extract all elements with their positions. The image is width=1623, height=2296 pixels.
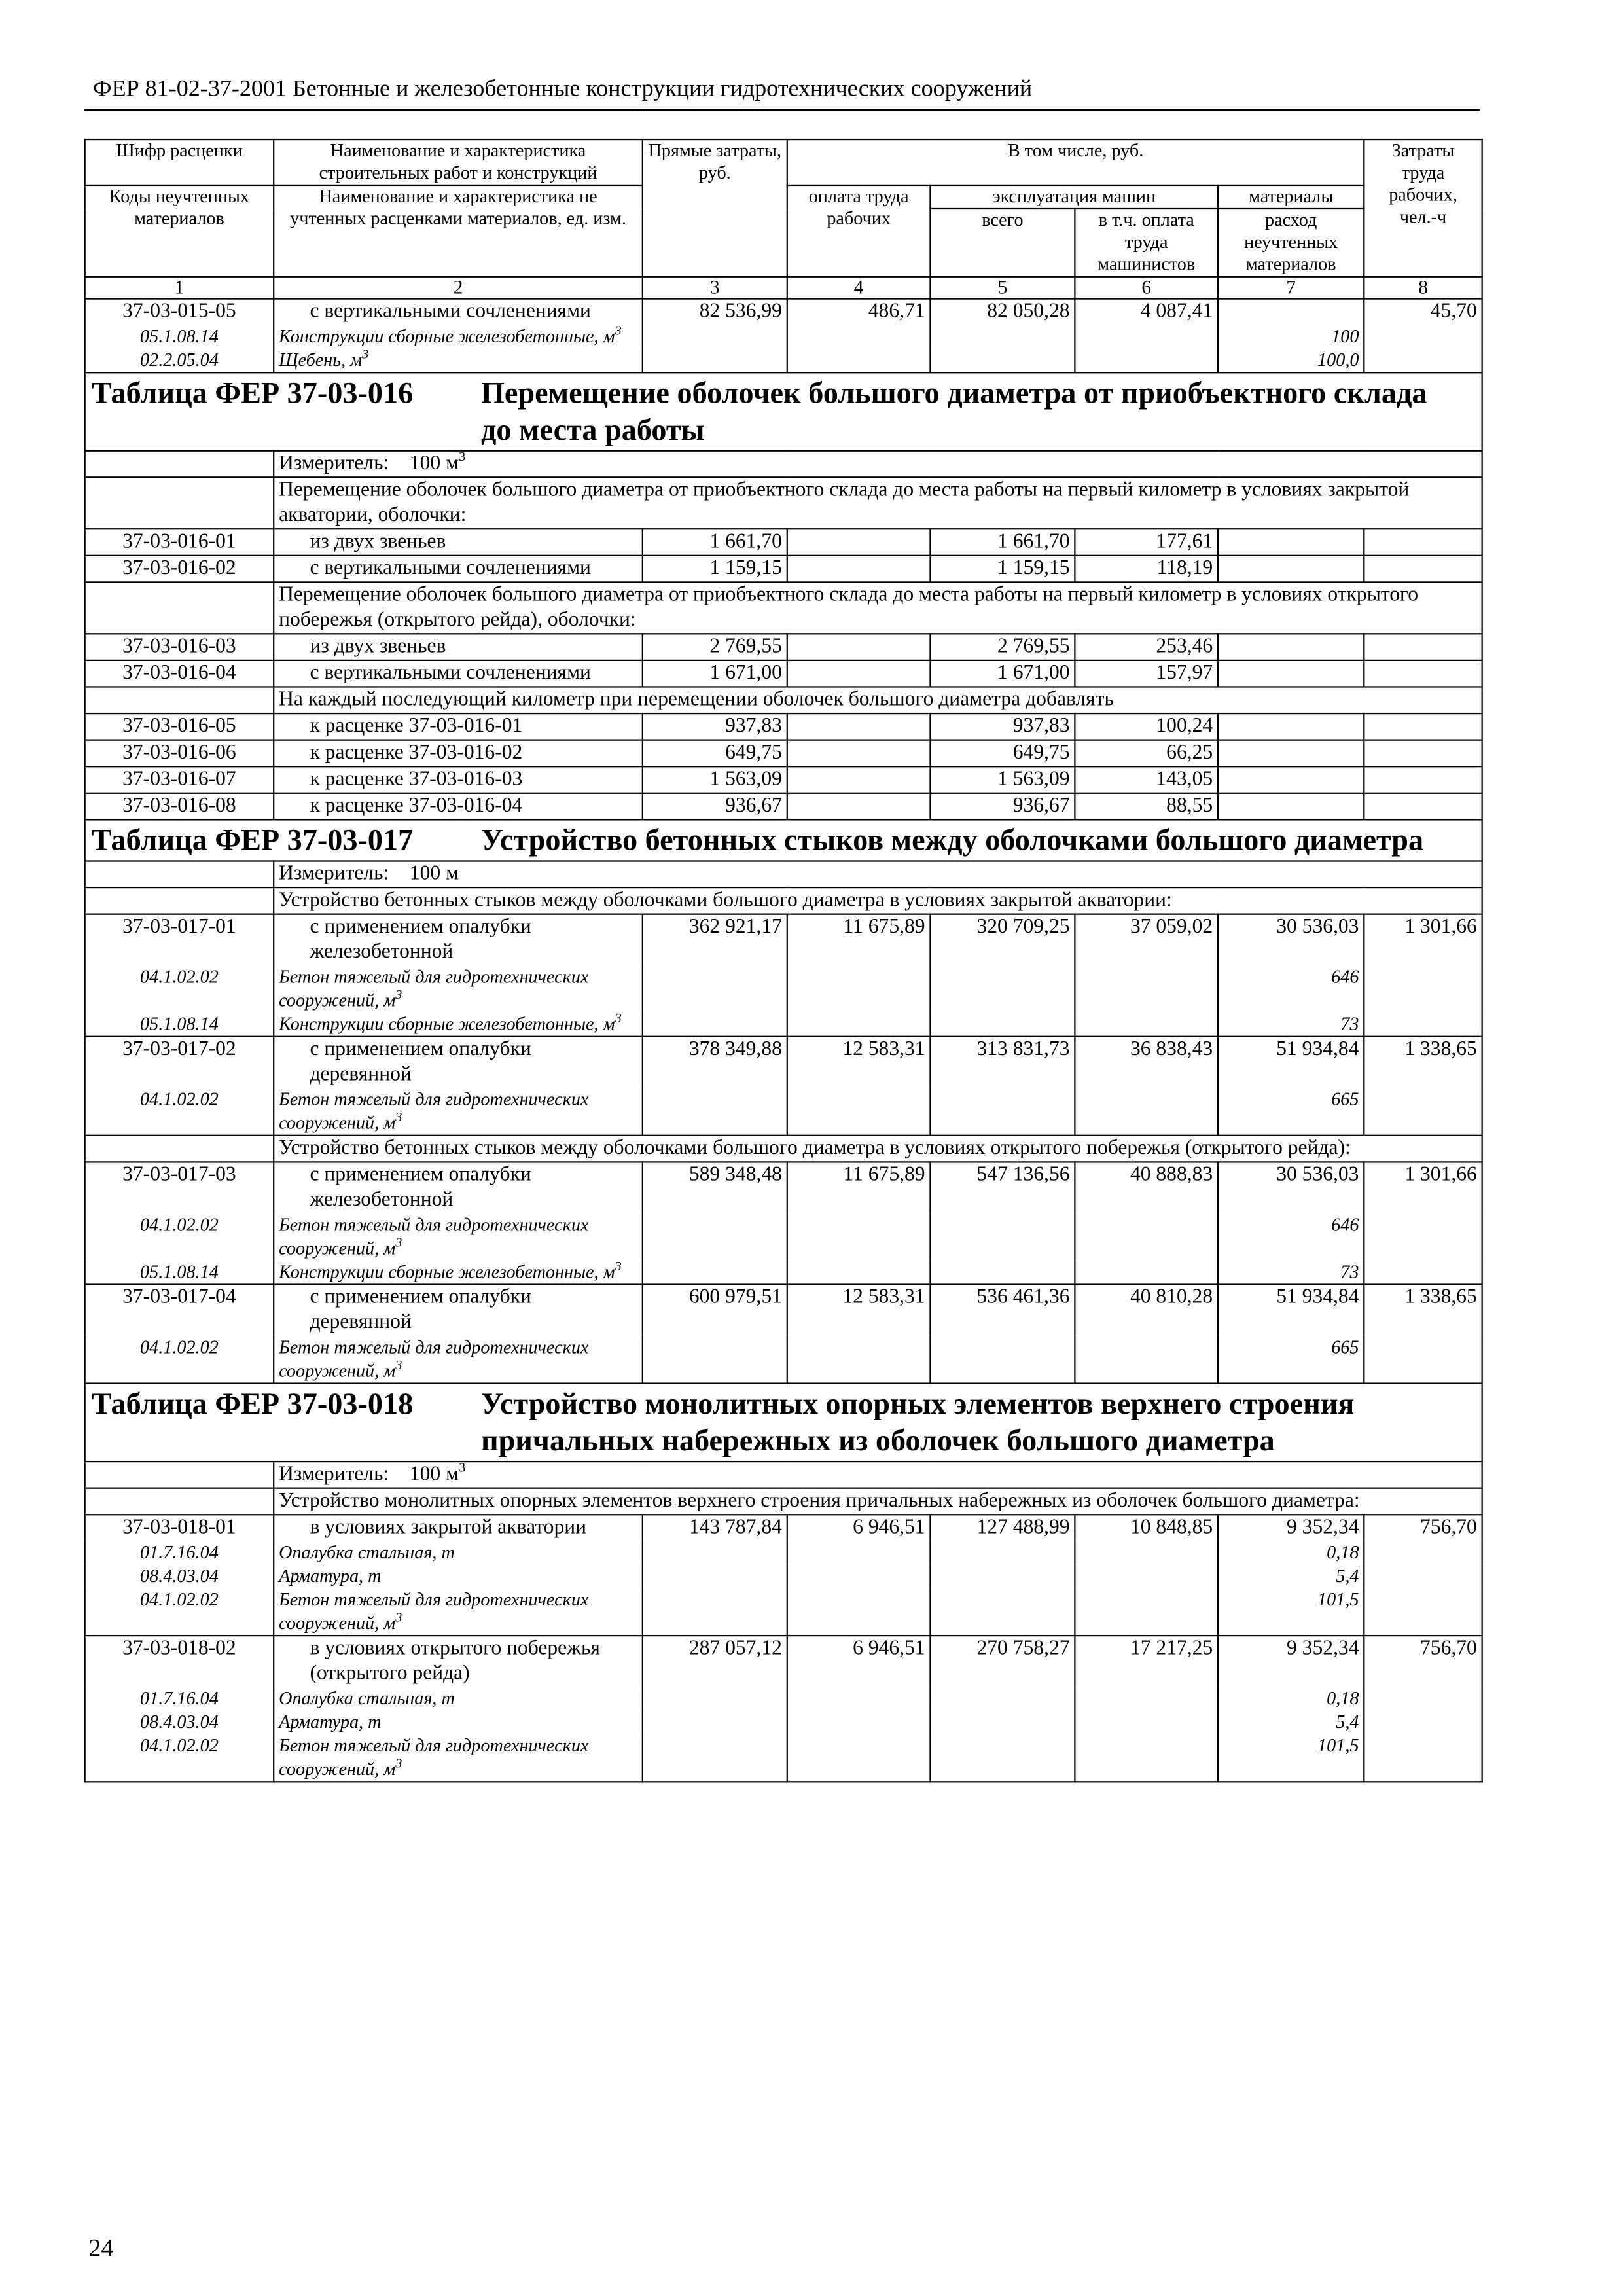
material-amount: 100,0 [1218, 348, 1364, 372]
section-row [85, 687, 1482, 713]
direct-cost: 82 536,99 [643, 299, 787, 325]
material-amount: 73 [1218, 1260, 1364, 1284]
material-code: 05.1.08.14 [85, 325, 274, 348]
section-text: На каждый последующий километр при перемещении оболочек большого диаметра добавлять [274, 687, 1482, 713]
machines-total: 1 661,70 [930, 529, 1075, 556]
table-number: Таблица ФЕР 37-03-017 [91, 825, 414, 857]
direct-cost: 1 159,15 [643, 556, 787, 583]
material-code: 04.1.02.02 [85, 1088, 274, 1136]
materials: 51 934,84 [1218, 1037, 1364, 1088]
rate-code: 37-03-016-02 [85, 556, 274, 583]
labor-pay: 12 583,31 [787, 1037, 931, 1088]
material-row [85, 1588, 1482, 1636]
table-title [85, 1384, 1482, 1462]
section-row [85, 1488, 1482, 1515]
material-row [85, 1734, 1482, 1782]
material-code: 01.7.16.04 [85, 1687, 274, 1710]
section-row [85, 1136, 1482, 1162]
rate-code: 37-03-017-01 [85, 914, 274, 965]
rate-name: к расценке 37-03-016-03 [274, 766, 643, 793]
material-row [85, 348, 1482, 372]
col-materials: материалы [1218, 185, 1364, 209]
machines-total: 313 831,73 [930, 1037, 1075, 1088]
col-num: 8 [1364, 277, 1482, 299]
rate-code: 37-03-016-04 [85, 660, 274, 687]
machines-pay: 88,55 [1075, 793, 1218, 820]
material-name: Бетон тяжелый для гидротехнических сооружений, $м^3$ [274, 1588, 643, 1636]
table-row [85, 1162, 1482, 1213]
machines-pay: 66,25 [1075, 740, 1218, 767]
materials [1218, 299, 1364, 325]
machines-total: 2 769,55 [930, 634, 1075, 660]
direct-cost: 600 979,51 [643, 1285, 787, 1336]
machines-total: 937,83 [930, 713, 1075, 740]
labor-pay: 6 946,51 [787, 1636, 931, 1687]
machines-pay: 4 087,41 [1075, 299, 1218, 325]
material-row [85, 1564, 1482, 1588]
table-number: Таблица ФЕР 37-03-016 [91, 378, 414, 410]
rate-code: 37-03-018-02 [85, 1636, 274, 1687]
direct-cost: 1 661,70 [643, 529, 787, 556]
machines-pay: 36 838,43 [1075, 1037, 1218, 1088]
material-name: Щебень, $м^3$ [274, 348, 643, 372]
direct-cost: 589 348,48 [643, 1162, 787, 1213]
table-row [85, 766, 1482, 793]
material-name: Конструкции сборные железобетонные, $м^3$ [274, 1013, 643, 1037]
material-name: Бетон тяжелый для гидротехнических сооружений, $м^3$ [274, 1335, 643, 1383]
material-name: Арматура, т [274, 1710, 643, 1734]
col-labor: Затраты труда рабочих, чел.-ч [1364, 139, 1482, 277]
col-incl: В том числе, руб. [787, 139, 1364, 185]
col-num: 1 [85, 277, 274, 299]
material-row [85, 1088, 1482, 1136]
table-row [85, 914, 1482, 965]
machines-pay: 100,24 [1075, 713, 1218, 740]
rate-code: 37-03-016-07 [85, 766, 274, 793]
table-caption: Перемещение оболочек большого диаметра от приобъектного склада до места работы [480, 378, 1427, 448]
rate-code: 37-03-017-02 [85, 1037, 274, 1088]
machines-total: 1 159,15 [930, 556, 1075, 583]
material-name: Опалубка стальная, т [274, 1687, 643, 1710]
measure-row [85, 861, 1482, 888]
material-code: 08.4.03.04 [85, 1564, 274, 1588]
table-row [85, 1636, 1482, 1687]
col-labor-pay: оплата труда рабочих [787, 185, 931, 277]
table-row [85, 740, 1482, 767]
rate-code: 37-03-016-01 [85, 529, 274, 556]
material-amount: 101,5 [1218, 1734, 1364, 1782]
machines-total: 270 758,27 [930, 1636, 1075, 1687]
col-num: 6 [1075, 277, 1218, 299]
table-title [85, 819, 1482, 861]
col-num: 4 [787, 277, 931, 299]
table-title [85, 372, 1482, 450]
rate-name: из двух звеньев [274, 634, 643, 660]
table-row [85, 556, 1482, 583]
machines-total: 82 050,28 [930, 299, 1075, 325]
rate-name: с вертикальными сочленениями [274, 299, 643, 325]
material-row [85, 1335, 1482, 1383]
rates-table [84, 139, 1483, 1783]
table-number: Таблица ФЕР 37-03-018 [91, 1388, 414, 1422]
material-name: Бетон тяжелый для гидротехнических сооружений, $м^3$ [274, 965, 643, 1012]
machines-pay: 17 217,25 [1075, 1636, 1218, 1687]
rate-name: с вертикальными сочленениями [274, 556, 643, 583]
material-code: 08.4.03.04 [85, 1710, 274, 1734]
direct-cost: 937,83 [643, 713, 787, 740]
section-text: Перемещение оболочек большого диаметра от приобъектного склада до места работы на первый километр в условиях открытого побережья (открытого рейда), оболочки: [274, 582, 1482, 634]
labor-pay: 12 583,31 [787, 1285, 931, 1336]
machines-pay: 40 810,28 [1075, 1285, 1218, 1336]
table-row [85, 1037, 1482, 1088]
measure-unit: Измеритель: 100 м [274, 861, 1482, 888]
col-name-top: Наименование и характеристика строительных работ и конструкций [274, 139, 643, 185]
direct-cost: 649,75 [643, 740, 787, 767]
table-row [85, 713, 1482, 740]
rate-code: 37-03-017-03 [85, 1162, 274, 1213]
material-code: 01.7.16.04 [85, 1541, 274, 1564]
machines-total: 649,75 [930, 740, 1075, 767]
material-code: 05.1.08.14 [85, 1013, 274, 1037]
table-caption: Устройство бетонных стыков между оболочками большого диаметра [480, 825, 1424, 857]
measure-unit: Измеритель: 100 $м^3$ [274, 451, 1482, 478]
labor-hours: 756,70 [1364, 1515, 1482, 1540]
col-machines-pay: в т.ч. оплата труда машинистов [1075, 209, 1218, 277]
machines-total: 127 488,99 [930, 1515, 1075, 1540]
section-row [85, 888, 1482, 914]
material-code: 04.1.02.02 [85, 1213, 274, 1260]
rate-name: в условиях закрытой акватории [274, 1515, 643, 1540]
material-amount: 100 [1218, 325, 1364, 348]
page-number: 24 [88, 2234, 114, 2263]
measure-row [85, 1462, 1482, 1488]
table-title-row [85, 1384, 1482, 1462]
machines-pay: 143,05 [1075, 766, 1218, 793]
materials: 9 352,34 [1218, 1515, 1364, 1540]
rate-code: 37-03-017-04 [85, 1285, 274, 1336]
rate-name: с вертикальными сочленениями [274, 660, 643, 687]
table-caption: Устройство монолитных опорных элементов верхнего строения причальных набережных из оболочек большого диаметра [480, 1388, 1355, 1458]
col-code-bottom: Коды неучтенных материалов [85, 185, 274, 277]
material-row [85, 1541, 1482, 1564]
table-row [85, 299, 1482, 325]
material-amount: 101,5 [1218, 1588, 1364, 1636]
material-name: Опалубка стальная, т [274, 1541, 643, 1564]
materials: 30 536,03 [1218, 1162, 1364, 1213]
direct-cost: 2 769,55 [643, 634, 787, 660]
col-machines: эксплуатация машин [930, 185, 1218, 209]
material-name: Бетон тяжелый для гидротехнических сооружений, $м^3$ [274, 1734, 643, 1782]
material-name: Конструкции сборные железобетонные, $м^3$ [274, 1260, 643, 1284]
col-name-bottom: Наименование и характеристика не учтенных расценками материалов, ед. изм. [274, 185, 643, 277]
machines-pay: 157,97 [1075, 660, 1218, 687]
rate-code: 37-03-016-03 [85, 634, 274, 660]
material-code: 05.1.08.14 [85, 1260, 274, 1284]
machines-total: 1 563,09 [930, 766, 1075, 793]
direct-cost: 1 563,09 [643, 766, 787, 793]
col-num: 2 [274, 277, 643, 299]
col-materials-sub: расход неучтенных материалов [1218, 209, 1364, 277]
measure-unit: Измеритель: 100 $м^3$ [274, 1462, 1482, 1488]
material-name: Арматура, т [274, 1564, 643, 1588]
header-rule [84, 109, 1480, 111]
machines-pay: 10 848,85 [1075, 1515, 1218, 1540]
header-row-1 [85, 139, 1482, 185]
rate-code: 37-03-018-01 [85, 1515, 274, 1540]
rate-name: к расценке 37-03-016-04 [274, 793, 643, 820]
labor-pay: 11 675,89 [787, 914, 931, 965]
material-amount: 646 [1218, 1213, 1364, 1260]
table-row [85, 660, 1482, 687]
table-row [85, 634, 1482, 660]
machines-pay: 40 888,83 [1075, 1162, 1218, 1213]
section-text: Устройство бетонных стыков между оболочками большого диаметра в условиях открытого побережья (открытого рейда): [274, 1136, 1482, 1162]
rate-name: с применением опалубки деревянной [274, 1285, 643, 1336]
rate-name: с применением опалубки деревянной [274, 1037, 643, 1088]
materials: 51 934,84 [1218, 1285, 1364, 1336]
direct-cost: 287 057,12 [643, 1636, 787, 1687]
material-name: Бетон тяжелый для гидротехнических сооружений, $м^3$ [274, 1088, 643, 1136]
col-code-top: Шифр расценки [85, 139, 274, 185]
rate-code: 37-03-016-05 [85, 713, 274, 740]
machines-pay: 253,46 [1075, 634, 1218, 660]
material-row [85, 1213, 1482, 1260]
direct-cost: 936,67 [643, 793, 787, 820]
col-num: 7 [1218, 277, 1364, 299]
labor-hours: 45,70 [1364, 299, 1482, 325]
rate-name: с применением опалубки железобетонной [274, 1162, 643, 1213]
material-name: Конструкции сборные железобетонные, $м^3$ [274, 325, 643, 348]
table-title-row [85, 819, 1482, 861]
machines-total: 536 461,36 [930, 1285, 1075, 1336]
direct-cost: 1 671,00 [643, 660, 787, 687]
table-row [85, 793, 1482, 820]
machines-total: 547 136,56 [930, 1162, 1075, 1213]
machines-pay: 37 059,02 [1075, 914, 1218, 965]
labor-hours: 1 301,66 [1364, 1162, 1482, 1213]
running-header: ФЕР 81-02-37-2001 Бетонные и железобетонные конструкции гидротехнических сооружений [93, 77, 1033, 102]
col-num: 5 [930, 277, 1075, 299]
machines-pay: 177,61 [1075, 529, 1218, 556]
material-amount: 665 [1218, 1335, 1364, 1383]
labor-pay: 6 946,51 [787, 1515, 931, 1540]
section-text: Перемещение оболочек большого диаметра от приобъектного склада до места работы на первый километр в условиях закрытой акватории, оболочки: [274, 477, 1482, 529]
labor-pay: 11 675,89 [787, 1162, 931, 1213]
material-amount: 5,4 [1218, 1710, 1364, 1734]
rate-name: в условиях открытого побережья (открытого рейда) [274, 1636, 643, 1687]
material-row [85, 1013, 1482, 1037]
labor-hours: 756,70 [1364, 1636, 1482, 1687]
material-code: 04.1.02.02 [85, 1588, 274, 1636]
machines-total: 320 709,25 [930, 914, 1075, 965]
labor-hours: 1 338,65 [1364, 1285, 1482, 1336]
rate-code: 37-03-016-06 [85, 740, 274, 767]
material-row [85, 965, 1482, 1012]
measure-row [85, 451, 1482, 478]
material-row [85, 1710, 1482, 1734]
table-row [85, 1285, 1482, 1336]
machines-pay: 118,19 [1075, 556, 1218, 583]
direct-cost: 143 787,84 [643, 1515, 787, 1540]
material-amount: 665 [1218, 1088, 1364, 1136]
col-num: 3 [643, 277, 787, 299]
material-amount: 0,18 [1218, 1541, 1364, 1564]
section-text: Устройство бетонных стыков между оболочками большого диаметра в условиях закрытой акватории: [274, 888, 1482, 914]
material-code: 02.2.05.04 [85, 348, 274, 372]
materials: 30 536,03 [1218, 914, 1364, 965]
section-row [85, 582, 1482, 634]
column-numbers [85, 277, 1482, 299]
material-code: 04.1.02.02 [85, 1734, 274, 1782]
col-machines-total: всего [930, 209, 1075, 277]
labor-hours: 1 338,65 [1364, 1037, 1482, 1088]
table-row [85, 529, 1482, 556]
labor-hours: 1 301,66 [1364, 914, 1482, 965]
material-row [85, 1687, 1482, 1710]
table-title-row [85, 372, 1482, 450]
rate-name: с применением опалубки железобетонной [274, 914, 643, 965]
direct-cost: 378 349,88 [643, 1037, 787, 1088]
materials: 9 352,34 [1218, 1636, 1364, 1687]
material-code: 04.1.02.02 [85, 1335, 274, 1383]
material-amount: 73 [1218, 1013, 1364, 1037]
direct-cost: 362 921,17 [643, 914, 787, 965]
section-row [85, 477, 1482, 529]
machines-total: 1 671,00 [930, 660, 1075, 687]
machines-total: 936,67 [930, 793, 1075, 820]
rate-name: из двух звеньев [274, 529, 643, 556]
rate-code: 37-03-015-05 [85, 299, 274, 325]
section-text: Устройство монолитных опорных элементов верхнего строения причальных набережных из оболочек большого диаметра: [274, 1488, 1482, 1515]
col-direct: Прямые затраты, руб. [643, 139, 787, 277]
table-row [85, 1515, 1482, 1540]
material-code: 04.1.02.02 [85, 965, 274, 1012]
material-amount: 0,18 [1218, 1687, 1364, 1710]
rate-name: к расценке 37-03-016-01 [274, 713, 643, 740]
material-row [85, 1260, 1482, 1284]
material-row [85, 325, 1482, 348]
labor-pay: 486,71 [787, 299, 931, 325]
material-name: Бетон тяжелый для гидротехнических сооружений, $м^3$ [274, 1213, 643, 1260]
rate-code: 37-03-016-08 [85, 793, 274, 820]
material-amount: 646 [1218, 965, 1364, 1012]
rate-name: к расценке 37-03-016-02 [274, 740, 643, 767]
material-amount: 5,4 [1218, 1564, 1364, 1588]
